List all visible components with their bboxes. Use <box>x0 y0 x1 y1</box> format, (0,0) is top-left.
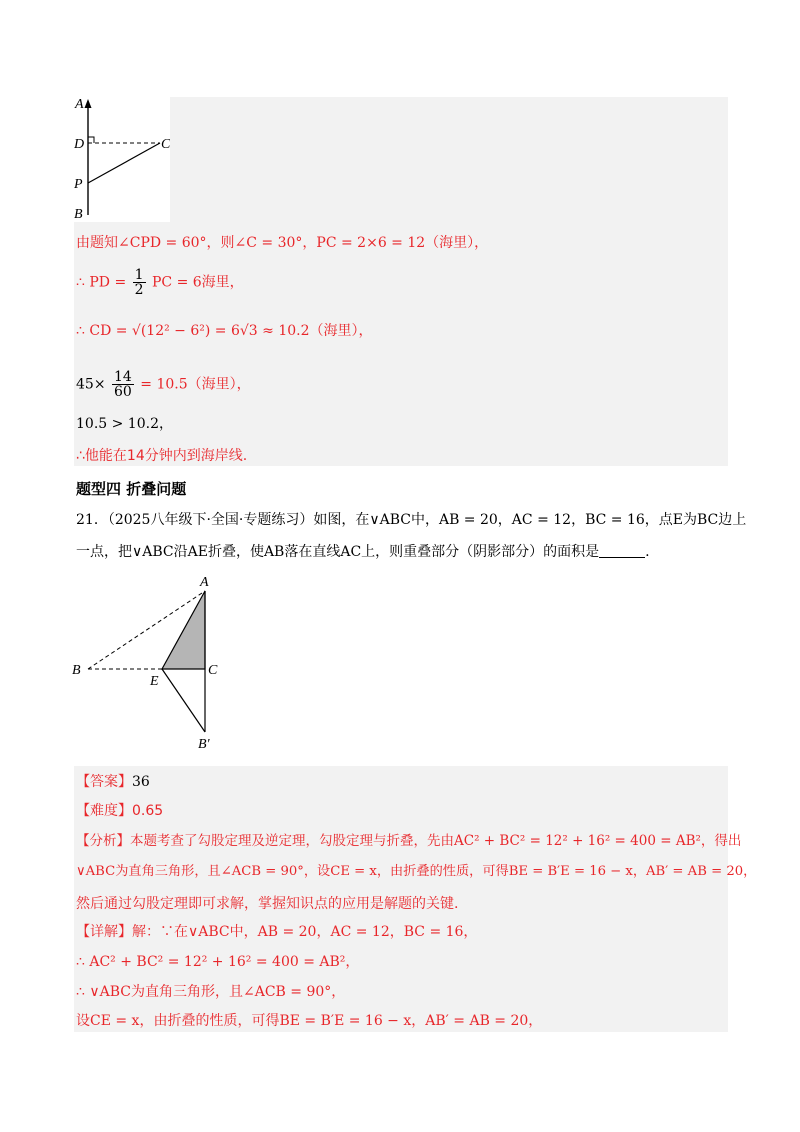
figure-coast <box>74 97 170 222</box>
difficulty-line: 【难度】0.65 <box>76 803 164 819</box>
fig2-label-e: E <box>150 674 159 689</box>
fig2-label-c: C <box>208 663 218 678</box>
solution-line-2: ∴ PD = $\frac{1}{2}$ PC = 6海里， <box>76 267 244 298</box>
fig1-label-b: B <box>74 207 83 222</box>
fraction-half: $\frac{1}{2}$ <box>134 267 144 298</box>
question-line-2: 一点，把∨ABC沿AE折叠，使AB落在直线AC上，则重叠部分（阴影部分）的面积是 . <box>76 544 650 560</box>
fig1-label-c: C <box>161 137 170 152</box>
detail-line-1: 【详解】解：∵在∨ABC中，AB = 20，AC = 12，BC = 16， <box>76 924 478 940</box>
solution-line-1: 由题知∠CPD = 60°，则∠C = 30°，PC = 2×6 = 12（海里）， <box>76 235 489 251</box>
detail-line-2: ∴ AC² + BC² = 12² + 16² = 400 = AB²， <box>76 954 360 970</box>
fig2-label-b-prime: B′ <box>198 737 210 752</box>
question-line-1: 21．（2025八年级下·全国·专题练习）如图，在∨ABC中，AB = 20，AC = 12，BC = 16，点E为BC边上 <box>76 512 747 528</box>
fig1-label-a: A <box>75 97 84 112</box>
analysis-line-3: 然后通过勾股定理即可求解，掌握知识点的应用是解题的关键. <box>76 896 459 912</box>
answer-blank <box>599 543 645 558</box>
answer-line: 【答案】36 <box>76 774 150 790</box>
fig2-label-a: A <box>200 575 209 590</box>
detail-line-3: ∴ ∨ABC为直角三角形，且∠ACB = 90°， <box>76 984 346 1000</box>
solution-line-5: 10.5 > 10.2， <box>76 416 173 432</box>
fig1-label-p: P <box>74 177 83 192</box>
detail-line-4: 设CE = x，由折叠的性质，可得BE = B′E = 16 − x，AB′ = AB = 20， <box>76 1013 543 1029</box>
fig2-label-b: B <box>72 663 81 678</box>
analysis-line-1: 【分析】本题考查了勾股定理及逆定理，勾股定理与折叠，先由AC² + BC² = 12² + 16² = 400 = AB²，得出 <box>76 833 742 849</box>
solution-line-6: ∴他能在14分钟内到海岸线. <box>76 448 248 464</box>
section-heading: 题型四 折叠问题 <box>76 480 187 498</box>
solution-line-4: 45× $\frac{14}{60}$ = 10.5（海里）， <box>76 369 251 400</box>
fig1-label-d: D <box>74 137 85 152</box>
solution-line-3: ∴ CD = √(12² − 6²) = 6√3 ≈ 10.2（海里）， <box>76 323 373 339</box>
analysis-line-2: ∨ABC为直角三角形，且∠ACB = 90°，设CE = x，由折叠的性质，可得BE = B′E = 16 − x，AB′ = AB = 20， <box>76 864 757 879</box>
figure-fold <box>66 572 226 752</box>
fraction-14-60: $\frac{14}{60}$ <box>114 369 132 400</box>
